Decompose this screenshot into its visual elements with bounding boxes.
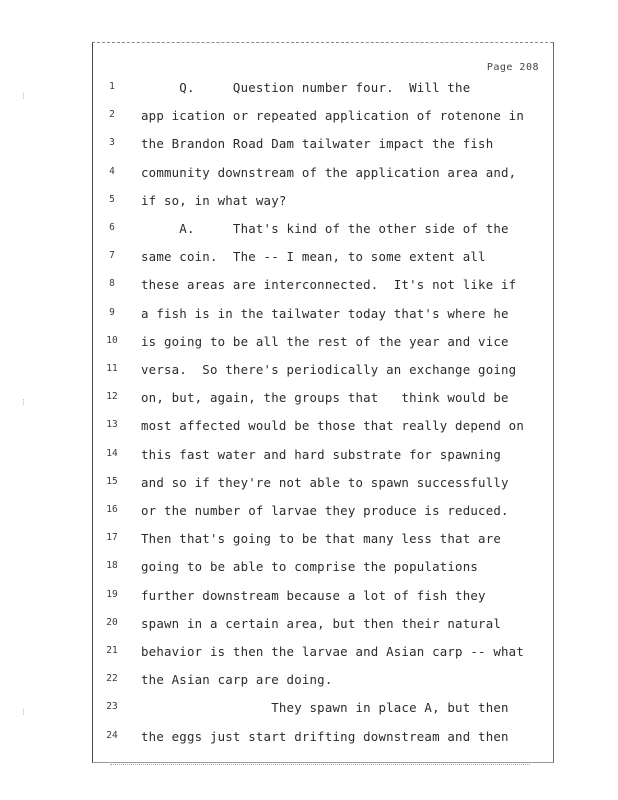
- margin-mark: ⁝: [22, 708, 25, 718]
- margin-mark: ⁝: [22, 92, 25, 102]
- line-text: app ication or repeated application of rotenone in: [141, 108, 524, 124]
- line-number: 16: [106, 504, 118, 515]
- line-text: on, but, again, the groups that think would be: [141, 390, 509, 406]
- line-number: 20: [106, 616, 118, 628]
- transcript-line: [93, 642, 553, 662]
- margin-mark: ⁝: [22, 398, 25, 408]
- line-text: the Brandon Road Dam tailwater impact the fish: [141, 136, 494, 152]
- transcript-line: [93, 388, 553, 408]
- line-number: 19: [106, 588, 118, 600]
- transcript-line: [93, 445, 553, 465]
- transcript-line: [93, 614, 553, 634]
- line-number: 7: [109, 250, 115, 262]
- line-text: Q. Question number four. Will the: [141, 80, 471, 95]
- transcript-line: [93, 586, 553, 606]
- line-number: 15: [106, 475, 118, 487]
- transcript-line: [93, 275, 553, 295]
- line-number: 18: [106, 560, 118, 572]
- line-text: community downstream of the application area and,: [141, 164, 517, 180]
- transcript-line: [93, 332, 553, 352]
- transcript-line: [93, 727, 553, 747]
- line-text: and so if they're not able to spawn successfully: [141, 474, 509, 490]
- transcript-line: [93, 698, 553, 718]
- transcript-line: [93, 529, 553, 549]
- line-number: 13: [106, 419, 118, 431]
- transcript-line: [93, 360, 553, 380]
- transcript-line: [93, 670, 553, 690]
- line-number: 23: [106, 701, 118, 713]
- line-number: 11: [106, 363, 118, 374]
- line-number: 10: [106, 334, 118, 346]
- line-text: most affected would be those that really depend on: [141, 418, 524, 434]
- line-text: these areas are interconnected. It's not like if: [141, 277, 517, 293]
- line-text: They spawn in place A, but then: [141, 700, 509, 716]
- line-number: 8: [109, 278, 115, 290]
- line-text: if so, in what way?: [141, 192, 287, 208]
- line-text: further downstream because a lot of fish they: [141, 587, 486, 603]
- line-number: 24: [106, 729, 118, 741]
- line-number: 6: [109, 222, 115, 233]
- line-text: spawn in a certain area, but then their natural: [141, 615, 502, 631]
- transcript-line: [93, 416, 553, 436]
- line-number: 17: [106, 532, 118, 544]
- line-number: 12: [106, 391, 118, 403]
- line-text: is going to be all the rest of the year and vice: [141, 333, 509, 349]
- line-number: 3: [109, 137, 115, 149]
- transcript-line: [93, 191, 553, 211]
- transcript-line: [93, 78, 553, 98]
- line-number: 21: [106, 645, 118, 656]
- page-number: Page 208: [486, 62, 539, 73]
- line-text: or the number of larvae they produce is reduced.: [141, 503, 509, 518]
- line-text: going to be able to comprise the populations: [141, 559, 479, 575]
- transcript-line: [93, 219, 553, 239]
- transcript-line: [93, 473, 553, 493]
- transcript-line: [93, 501, 553, 521]
- transcript-line: [93, 134, 553, 154]
- line-number: 9: [109, 306, 115, 318]
- footer-rule: [110, 764, 530, 765]
- transcript-line: [93, 106, 553, 126]
- line-number: 2: [109, 109, 115, 121]
- transcript-page: [92, 42, 554, 763]
- line-text: the Asian carp are doing.: [141, 672, 333, 688]
- line-number: 5: [109, 193, 115, 205]
- line-number: 14: [106, 447, 118, 459]
- line-text: Then that's going to be that many less that are: [141, 531, 502, 547]
- line-text: the eggs just start drifting downstream and then: [141, 728, 509, 744]
- transcript-line: [93, 163, 553, 183]
- line-text: this fast water and hard substrate for spawning: [141, 446, 502, 462]
- line-number: 22: [106, 673, 118, 685]
- line-text: versa. So there's periodically an exchange going: [141, 362, 517, 377]
- line-text: A. That's kind of the other side of the: [141, 221, 509, 236]
- line-number: 4: [109, 165, 115, 177]
- line-text: behavior is then the larvae and Asian carp -- what: [141, 644, 524, 659]
- transcript-line: [93, 304, 553, 324]
- line-number: 1: [109, 81, 115, 92]
- line-text: same coin. The -- I mean, to some extent all: [141, 249, 486, 265]
- transcript-line: [93, 557, 553, 577]
- line-text: a fish is in the tailwater today that's where he: [141, 305, 509, 321]
- transcript-line: [93, 247, 553, 267]
